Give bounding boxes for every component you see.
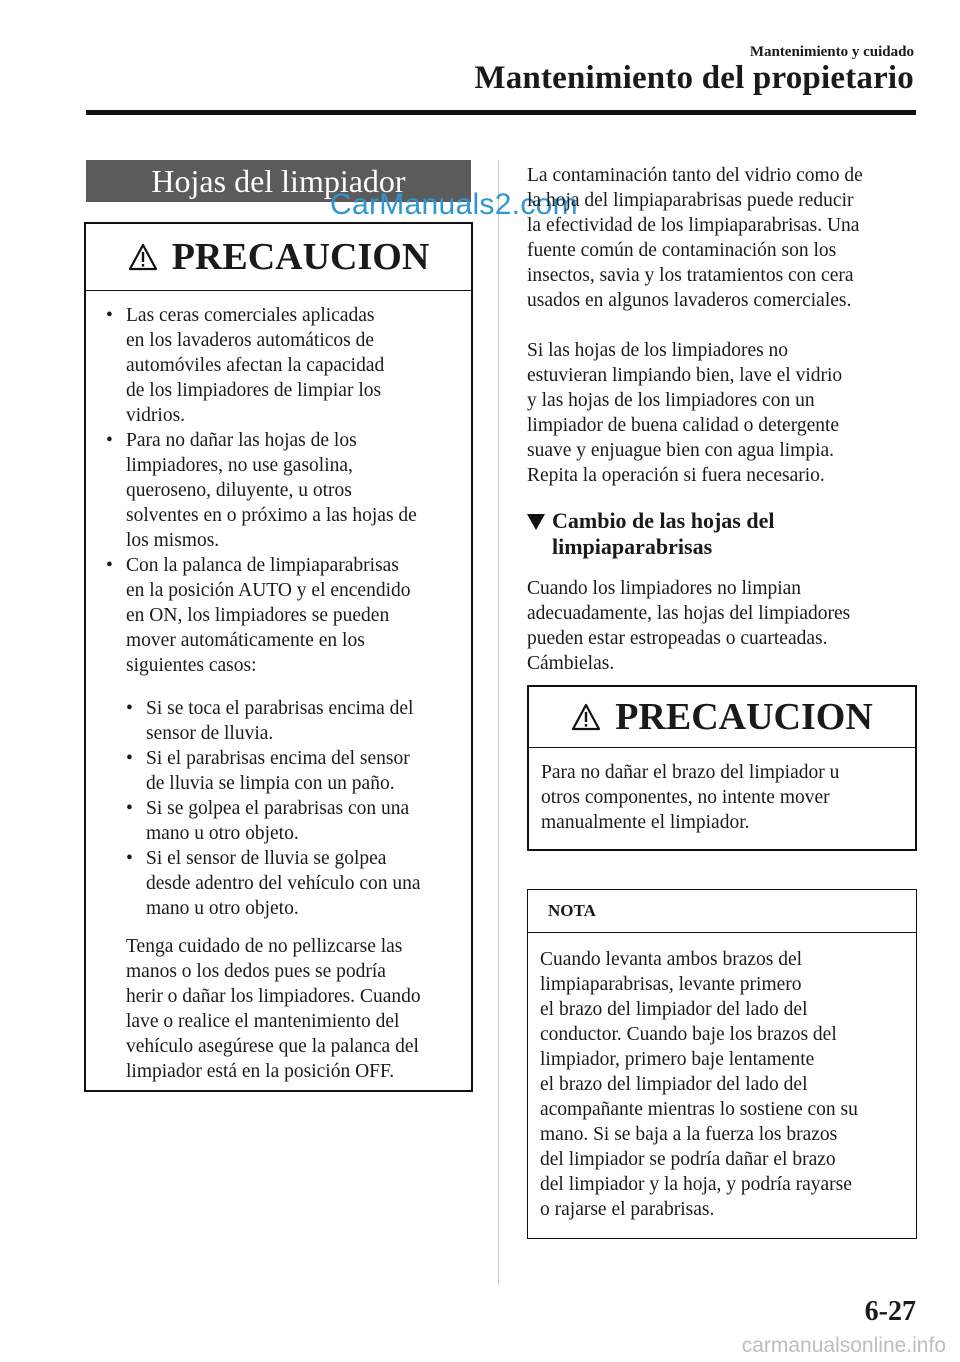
caution-bullet: • Para no dañar las hojas de los limpiadores, no use gasolina, queroseno, diluyente, u otros solventes en o próximo a las hojas de los mismos. bbox=[106, 430, 417, 551]
caution-heading: PRECAUCION bbox=[615, 696, 873, 738]
caution-bullet: • Las ceras comerciales aplicadas en los lavaderos automáticos de automóviles afectan la capacidad de los limpiadores de limpiar los vidrios. bbox=[106, 305, 385, 426]
note-heading: NOTA bbox=[528, 890, 916, 933]
caution-sub-bullet-text: Si se golpea el parabrisas con una mano u otro objeto. bbox=[146, 798, 410, 844]
section-title: Hojas del limpiador bbox=[86, 160, 471, 202]
paragraph-cleaning: Si las hojas de los limpiadores no estuvieran limpiando bien, lave el vidrio y las hojas de los limpiadores con un limpiador de buena calidad o detergente suave y enjuague bien con agua limpia. Repita la operación si fuera necesario. bbox=[527, 340, 843, 486]
caution-heading: PRECAUCION bbox=[171, 236, 430, 278]
right-column bbox=[527, 163, 917, 676]
caution-bullet-text: Con la palanca de limpiaparabrisas en la posición AUTO y el encendido en ON, los limpiadores se pueden mover automáticamente en los siguientes casos: bbox=[126, 555, 411, 676]
caution-bullet-text: Para no dañar las hojas de los limpiadores, no use gasolina, queroseno, diluyente, u otros solventes en o próximo a las hojas de los mismos. bbox=[126, 430, 417, 551]
caution-box-right bbox=[527, 685, 917, 851]
caution-sub-bullet: • Si se toca el parabrisas encima del sensor de lluvia. bbox=[126, 698, 414, 744]
caution-closing-text: Tenga cuidado de no pellizcarse las manos o los dedos pues se podría herir o dañar los limpiadores. Cuando lave o realice el mantenimiento del vehículo asegúrese que la palanca del limpiador está en la posición OFF. bbox=[126, 936, 421, 1082]
page-number: 6-27 bbox=[864, 1296, 916, 1327]
caution-bullet-text: Las ceras comerciales aplicadas en los lavaderos automáticos de automóviles afectan la capacidad de los limpiadores de limpiar los vidrios. bbox=[126, 305, 385, 426]
warning-triangle-icon bbox=[128, 243, 158, 271]
note-text: Cuando levanta ambos brazos del limpiaparabrisas, levante primero el brazo del limpiador del lado del conductor. Cuando baje los brazos del limpiador, primero baje lentamente el brazo del limpiador del lado del acompañante mientras lo sostiene con su mano. Si se baja a la fuerza los brazos del limpiador se podría dañar el brazo del limpiador y la hoja, y podría rayarse o rajarse el parabrisas. bbox=[540, 949, 858, 1220]
header-chapter-title: Mantenimiento y cuidado bbox=[749, 44, 914, 60]
footer-watermark: carmanualsonline.info bbox=[741, 1334, 946, 1357]
caution-box-left bbox=[84, 222, 473, 1092]
paragraph-contamination: La contaminación tanto del vidrio como de la hoja del limpiaparabrisas puede reducir la efectividad de los limpiaparabrisas. Una fuente común de contaminación son los insectos, savia y los tratamientos con cera usados en algunos lavaderos comerciales. bbox=[527, 165, 863, 311]
caution-header bbox=[86, 224, 471, 291]
watermark: CarManuals2.com bbox=[330, 188, 578, 221]
subheading-blade-replacement bbox=[527, 508, 917, 560]
caution-sub-bullet: • Si el parabrisas encima del sensor de lluvia se limpia con un paño. bbox=[126, 748, 410, 794]
caution-bullet: • Con la palanca de limpiaparabrisas en la posición AUTO y el encendido en ON, los limpiadores se pueden mover automáticamente en los siguientes casos: bbox=[106, 555, 411, 676]
caution-sub-bullet-text: Si se toca el parabrisas encima del sensor de lluvia. bbox=[146, 698, 414, 744]
note-box bbox=[527, 889, 917, 1239]
caution-right-text: Para no dañar el brazo del limpiador u otros componentes, no intente mover manualmente el limpiador. bbox=[541, 762, 840, 833]
caution-sub-bullet: • Si el sensor de lluvia se golpea desde adentro del vehículo con una mano u otro objeto. bbox=[126, 848, 421, 919]
warning-triangle-icon bbox=[571, 703, 601, 731]
paragraph-replace: Cuando los limpiadores no limpian adecuadamente, las hojas del limpiadores pueden estar estropeadas o cuarteadas. Cámbielas. bbox=[527, 578, 851, 674]
caution-header bbox=[529, 687, 915, 748]
down-triangle-icon bbox=[527, 514, 545, 530]
caution-sub-bullet: • Si se golpea el parabrisas con una mano u otro objeto. bbox=[126, 798, 410, 844]
column-divider bbox=[498, 160, 499, 1285]
caution-sub-bullet-text: Si el parabrisas encima del sensor de lluvia se limpia con un paño. bbox=[146, 748, 410, 794]
header-section-title: Mantenimiento del propietario bbox=[474, 60, 914, 96]
caution-sub-bullet-text: Si el sensor de lluvia se golpea desde adentro del vehículo con una mano u otro objeto. bbox=[146, 848, 421, 919]
header-rule bbox=[86, 110, 916, 115]
subheading-text: Cambio de las hojas del limpiaparabrisas bbox=[552, 508, 775, 559]
